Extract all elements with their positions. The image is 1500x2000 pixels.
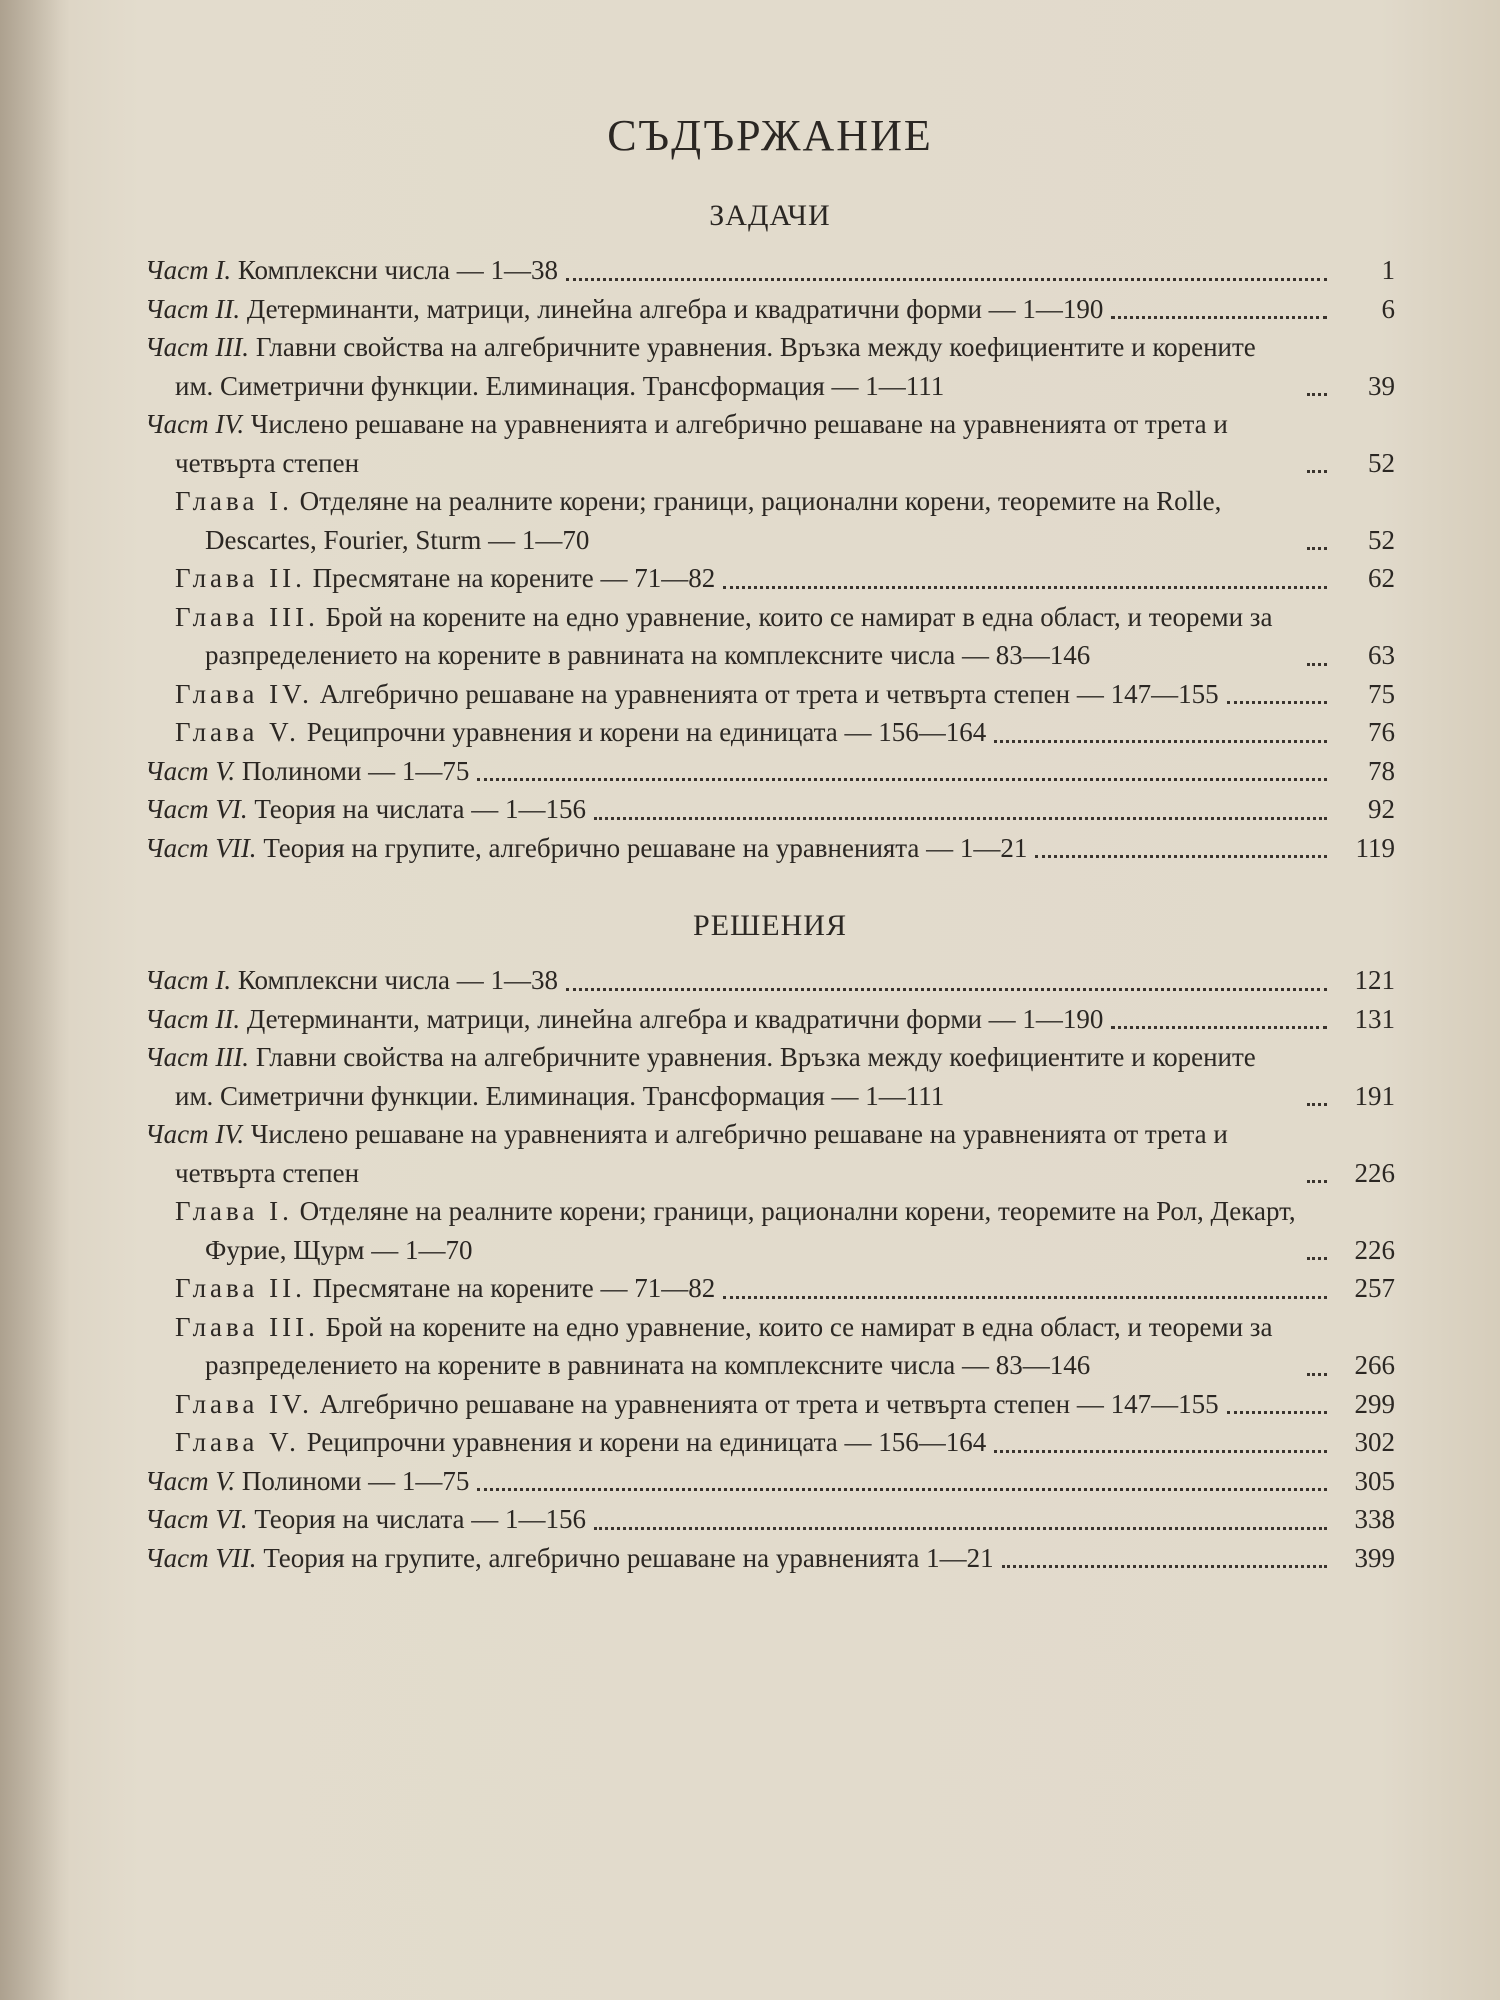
entry-text: Числено решаване на уравненията и алгебрично решаване на уравненията от трета и четвърта степен	[175, 409, 1228, 478]
entry-page: 121	[1354, 965, 1395, 995]
leader-dots	[1307, 663, 1327, 666]
gutter-shadow	[0, 0, 70, 2000]
entry-label: Част II.	[145, 293, 241, 324]
entry-text: Теория на числата — 1—156	[254, 794, 586, 824]
entry-text: Числено решаване на уравненията и алгебрично решаване на уравненията от трета и четвърта степен	[175, 1119, 1228, 1188]
toc-entry[interactable]	[145, 1385, 1395, 1424]
section-heading-solutions: РЕШЕНИЯ	[693, 909, 847, 942]
toc-entry[interactable]	[145, 1539, 1395, 1578]
toc-content	[145, 110, 1395, 1577]
toc-entry[interactable]	[145, 713, 1395, 752]
leader-dots	[1307, 1373, 1327, 1376]
entry-page: 52	[1368, 524, 1395, 555]
toc-entry[interactable]	[145, 482, 1395, 559]
leader-dots	[1035, 855, 1327, 858]
entry-page: 131	[1354, 1003, 1395, 1034]
entry-label: Част V.	[145, 1465, 236, 1496]
toc-entry[interactable]	[145, 752, 1395, 791]
leader-dots	[1307, 547, 1327, 550]
toc-entry[interactable]	[145, 1192, 1395, 1269]
toc-entry[interactable]	[145, 1269, 1395, 1308]
section-heading-problems: ЗАДАЧИ	[709, 199, 831, 232]
leader-dots	[1307, 1103, 1327, 1106]
leader-dots	[1002, 1565, 1327, 1568]
entry-text: Алгебрично решаване на уравненията от трета и четвърта степен — 147—155	[319, 1388, 1219, 1419]
toc-entry[interactable]	[145, 1462, 1395, 1501]
entry-page: 226	[1354, 1234, 1395, 1265]
entry-label: Глава II.	[175, 563, 306, 593]
entry-page: 226	[1354, 1157, 1395, 1188]
entry-label: Глава II.	[175, 1273, 306, 1303]
entry-label: Част V.	[145, 755, 236, 786]
entry-page: 62	[1368, 563, 1395, 593]
entry-text: Пресмятане на корените — 71—82	[312, 563, 716, 593]
toc-entry[interactable]	[145, 790, 1395, 829]
entry-text: Пресмятане на корените — 71—82	[312, 1273, 716, 1303]
entry-label: Част VI.	[145, 1504, 248, 1534]
leader-dots	[1227, 1411, 1327, 1414]
entry-page: 399	[1354, 1542, 1395, 1573]
entry-page: 76	[1368, 717, 1395, 747]
entry-label: Глава I.	[175, 486, 293, 516]
entry-page: 6	[1381, 293, 1395, 324]
entry-label: Част IV.	[145, 409, 245, 439]
entry-label: Част IV.	[145, 1119, 245, 1149]
leader-dots	[1307, 470, 1327, 473]
leader-dots	[594, 1527, 1327, 1530]
entry-page: 266	[1354, 1350, 1395, 1380]
toc-entry[interactable]	[145, 1000, 1395, 1039]
entry-label: Част VII.	[145, 832, 257, 863]
entry-page: 75	[1368, 678, 1395, 709]
toc-entry[interactable]	[145, 1500, 1395, 1539]
entry-text: Алгебрично решаване на уравненията от трета и четвърта степен — 147—155	[319, 678, 1219, 709]
leader-dots	[1111, 316, 1327, 319]
entry-text: Комплексни числа — 1—38	[237, 965, 559, 995]
entry-text: Брой на корените на едно уравнение, които се намират в една област, и теореми за разпределението на корените в равнината на комплексните числа — 83—146	[205, 601, 1273, 670]
leader-dots	[594, 817, 1327, 820]
entry-page: 191	[1354, 1080, 1395, 1111]
entry-label: Част II.	[145, 1003, 241, 1034]
entry-label: Глава V.	[175, 1427, 300, 1457]
toc-list-solutions	[145, 961, 1395, 1577]
toc-entry[interactable]	[145, 961, 1395, 1000]
entry-label: Част I.	[145, 965, 232, 995]
entry-page: 302	[1354, 1427, 1395, 1457]
leader-dots	[477, 778, 1327, 781]
entry-text: Главни свойства на алгебричните уравнения. Връзка между коефициентите и корените им. Симетрични функции. Елиминация. Трансформация — 1—111	[175, 332, 1256, 401]
entry-label: Глава III.	[175, 601, 319, 632]
toc-entry[interactable]	[145, 405, 1395, 482]
leader-dots	[477, 1488, 1327, 1491]
entry-label: Част VII.	[145, 1542, 257, 1573]
entry-label: Глава IV.	[175, 1388, 313, 1419]
leader-dots	[723, 586, 1327, 589]
leader-dots	[994, 740, 1327, 743]
entry-text: Реципрочни уравнения и корени на единицата — 156—164	[306, 1427, 987, 1457]
toc-entry[interactable]	[145, 559, 1395, 598]
leader-dots	[994, 1450, 1327, 1453]
leader-dots	[566, 278, 1327, 281]
toc-entry[interactable]	[145, 829, 1395, 868]
entry-page: 1	[1381, 255, 1395, 285]
entry-text: Полиноми — 1—75	[241, 1465, 470, 1496]
entry-page: 52	[1368, 447, 1395, 478]
entry-page: 39	[1368, 370, 1395, 401]
toc-entry[interactable]	[145, 328, 1395, 405]
entry-text: Комплексни числа — 1—38	[237, 255, 559, 285]
entry-text: Главни свойства на алгебричните уравнения. Връзка между коефициентите и корените им. Симетрични функции. Елиминация. Трансформация — 1—111	[175, 1042, 1256, 1111]
entry-page: 257	[1354, 1273, 1395, 1303]
entry-label: Част III.	[145, 1042, 250, 1072]
entry-text: Отделяне на реалните корени; граници, рационални корени, теоремите на Рол, Декарт, Фурие, Щурм — 1—70	[205, 1196, 1296, 1265]
entry-page: 299	[1354, 1388, 1395, 1419]
entry-label: Част VI.	[145, 794, 248, 824]
leader-dots	[1307, 1180, 1327, 1183]
leader-dots	[1307, 393, 1327, 396]
leader-dots	[723, 1296, 1327, 1299]
leader-dots	[1227, 701, 1327, 704]
entry-text: Полиноми — 1—75	[241, 755, 470, 786]
entry-text: Детерминанти, матрици, линейна алгебра и квадратични форми — 1—190	[246, 293, 1104, 324]
toc-entry[interactable]	[145, 1423, 1395, 1462]
entry-page: 119	[1355, 832, 1395, 863]
toc-entry[interactable]	[145, 290, 1395, 329]
entry-text: Брой на корените на едно уравнение, които се намират в една област, и теореми за разпределението на корените в равнината на комплексните числа — 83—146	[205, 1311, 1273, 1380]
toc-entry[interactable]	[145, 1308, 1395, 1385]
leader-dots	[566, 988, 1327, 991]
toc-entry[interactable]	[145, 1038, 1395, 1115]
entry-text: Теория на числата — 1—156	[254, 1504, 586, 1534]
entry-page: 305	[1354, 1465, 1395, 1496]
entry-text: Теория на групите, алгебрично решаване на уравненията 1—21	[263, 1542, 994, 1573]
toc-entry[interactable]	[145, 251, 1395, 290]
entry-page: 78	[1368, 755, 1395, 786]
entry-page: 338	[1354, 1504, 1395, 1534]
entry-page: 63	[1368, 640, 1395, 670]
entry-label: Част I.	[145, 255, 232, 285]
entry-label: Глава V.	[175, 717, 300, 747]
toc-entry[interactable]	[145, 1115, 1395, 1192]
leader-dots	[1111, 1026, 1327, 1029]
page-title: СЪДЪРЖАНИЕ	[607, 111, 933, 160]
entry-text: Реципрочни уравнения и корени на единицата — 156—164	[306, 717, 987, 747]
entry-page: 92	[1368, 794, 1395, 824]
entry-text: Теория на групите, алгебрично решаване на уравненията — 1—21	[263, 832, 1028, 863]
toc-entry[interactable]	[145, 675, 1395, 714]
toc-list-problems	[145, 251, 1395, 867]
entry-text: Отделяне на реалните корени; граници, рационални корени, теоремите на Rolle, Descartes, Fourier, Sturm — 1—70	[205, 486, 1222, 555]
entry-label: Глава I.	[175, 1196, 293, 1226]
entry-text: Детерминанти, матрици, линейна алгебра и квадратични форми — 1—190	[246, 1003, 1104, 1034]
entry-label: Част III.	[145, 332, 250, 362]
toc-entry[interactable]	[145, 598, 1395, 675]
entry-label: Глава IV.	[175, 678, 313, 709]
leader-dots	[1307, 1257, 1327, 1260]
entry-label: Глава III.	[175, 1311, 319, 1342]
